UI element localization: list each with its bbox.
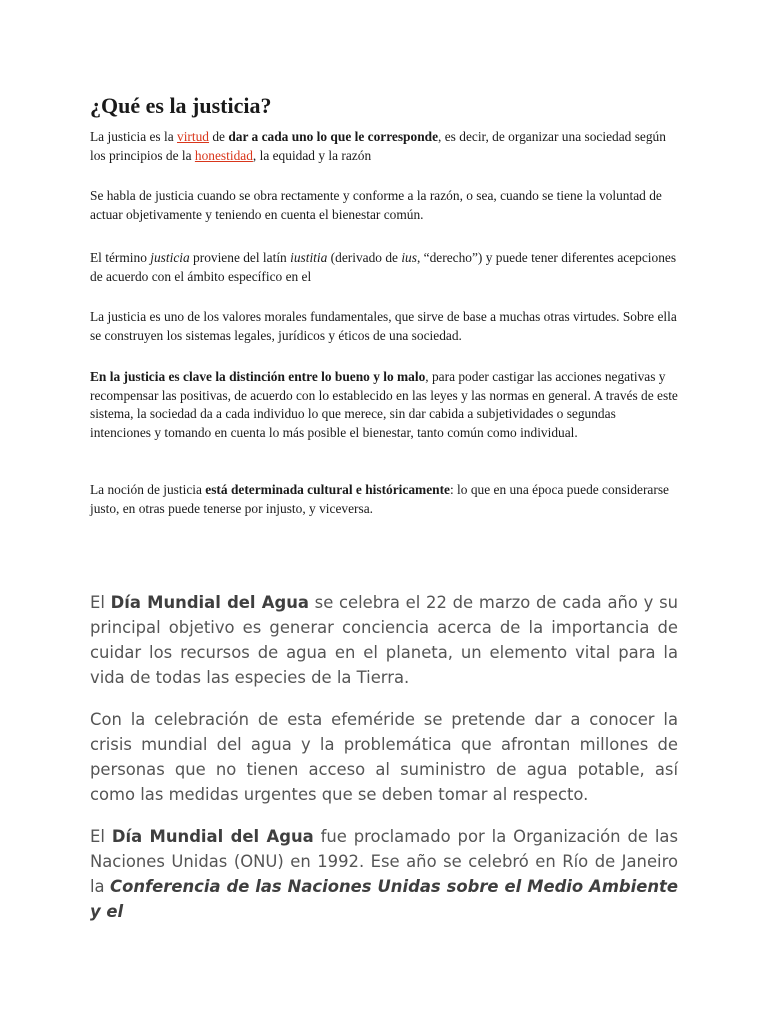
paragraph-rectitude: Se habla de justicia cuando se obra rectamente y conforme a la razón, o sea, cuando se tiene la voluntad de actuar objetivamente y teniendo en cuenta el bienestar común. — [90, 188, 662, 222]
bold-phrase: Día Mundial del Agua — [110, 593, 309, 612]
paragraph-definition: La justicia es la virtud de dar a cada uno lo que le corresponde, es decir, de organizar una sociedad según los principios de la honestidad, la equidad y la razón — [90, 129, 666, 163]
bold-phrase: dar a cada uno lo que le corresponde — [228, 129, 439, 144]
honestidad-link[interactable]: honestidad — [194, 147, 253, 163]
paragraph-values: La justicia es uno de los valores morales fundamentales, que sirve de base a muchas otras virtudes. Sobre ella se construyen los sistemas legales, jurídicos y éticos de una sociedad. — [90, 309, 677, 343]
paragraph-etymology: El término justicia proviene del latín iustitia (derivado de ius, “derecho”) y puede tener diferentes acepciones de acuerdo con el ámbito específico en el — [90, 250, 677, 284]
bold-phrase: En la justicia es clave la distinción entre lo bueno y lo malo — [90, 369, 426, 384]
paragraph-water-crisis: Con la celebración de esta efeméride se pretende dar a conocer la crisis mundial del agua y la problemática que afrontan millones de personas que no tienen acceso al suministro de agua potable, así como las medidas urgentes que se deben tomar al respecto. — [90, 710, 678, 804]
paragraph-onu: El Día Mundial del Agua fue proclamado por la Organización de las Naciones Unidas (ONU) en 1992. Ese año se celebró en Río de Janeiro la Conferencia de las Naciones Unidas sobre el Medio Ambiente y el — [90, 827, 679, 921]
paragraph-water-day: El Día Mundial del Agua se celebra el 22 de marzo de cada año y su principal objetivo es generar conciencia acerca de la importancia de cuidar los recursos de agua en el planeta, un elemento vital para la vida de todas las especies de la Tierra. — [90, 593, 679, 687]
bold-phrase: está determinada cultural e históricamente — [205, 482, 450, 497]
italic-term: iustitia — [290, 250, 328, 265]
paragraph-good-bad: En la justicia es clave la distinción entre lo bueno y lo malo, para poder castigar las acciones negativas y recompensar las positivas, de acuerdo con lo establecido en las leyes y las normas en general. A través de este sistema, la sociedad da a cada individuo lo que merece, sin dar cabida a subjetividades o segundas intenciones y tomando en cuenta lo más posible el bienestar, tanto común como individual. — [90, 369, 678, 440]
paragraph-cultural: La noción de justicia está determinada cultural e históricamente: lo que en una época puede considerarse justo, en otras puede tenerse por injusto, y viceversa. — [90, 482, 669, 516]
virtud-link[interactable]: virtud — [177, 129, 210, 144]
bold-phrase: Día Mundial del Agua — [111, 827, 314, 846]
italic-term: justicia — [150, 250, 190, 265]
italic-term: ius — [401, 250, 417, 265]
page-title: ¿Qué es la justicia? — [90, 93, 272, 118]
bold-italic-phrase: Conferencia de las Naciones Unidas sobre el Medio Ambiente y el — [90, 877, 678, 921]
